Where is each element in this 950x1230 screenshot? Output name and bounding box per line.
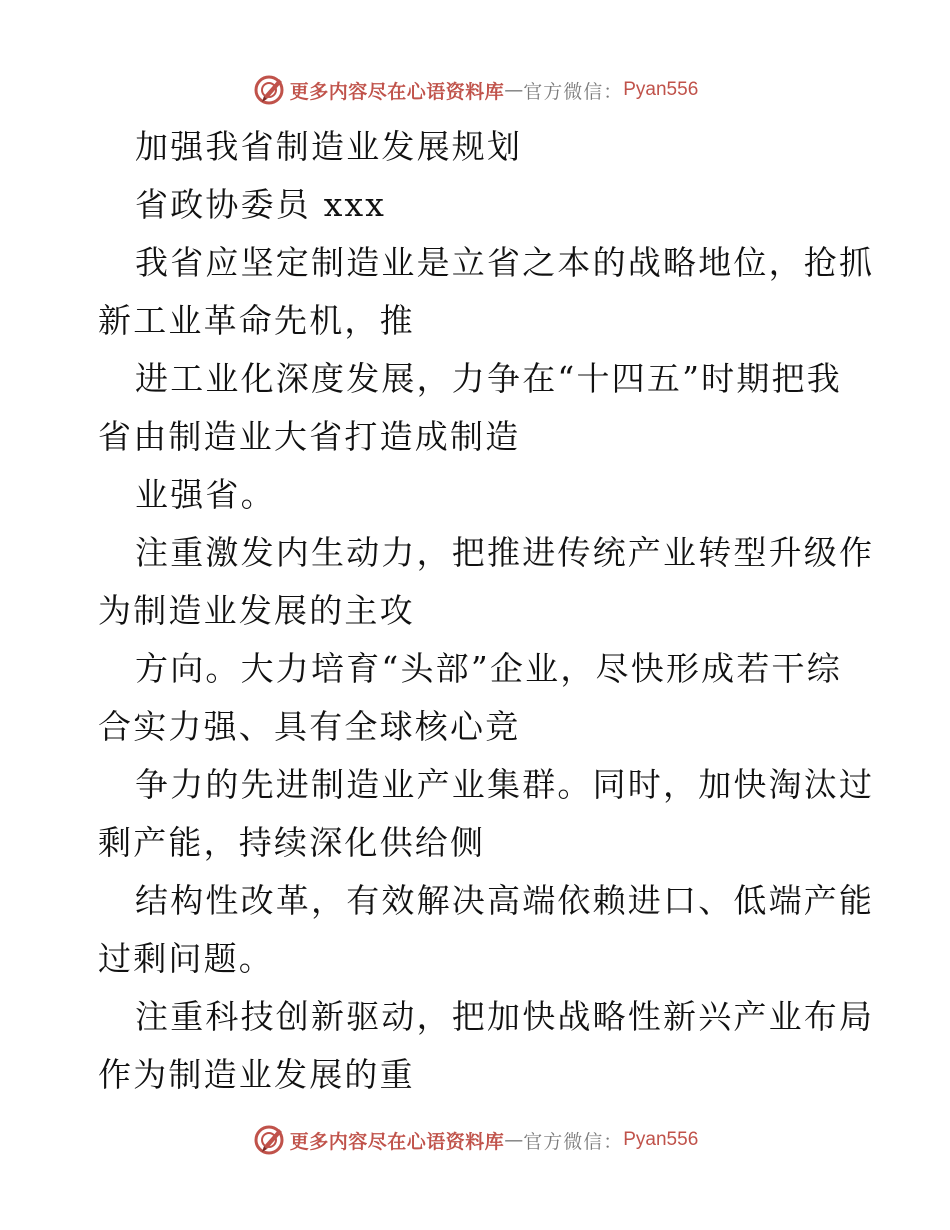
header-watermark	[0, 70, 950, 110]
paragraph-line: 剩产能，持续深化供给侧	[98, 823, 486, 862]
paragraph-line: 我省应坚定制造业是立省之本的战略地位，抢抓	[135, 243, 875, 282]
paragraph-line: 过剩问题。	[98, 939, 274, 978]
watermark-official-label: 官方微信：	[523, 80, 624, 103]
footer-watermark	[0, 1120, 950, 1160]
paragraph-line: 注重激发内生动力，把推进传统产业转型升级作	[135, 533, 875, 572]
document-body	[98, 118, 875, 1104]
pen-circle-logo-icon	[252, 1123, 286, 1157]
paragraph-line: 进工业化深度发展，力争在“十四五”时期把我	[135, 359, 842, 398]
pen-circle-logo-icon	[252, 73, 286, 107]
paragraph-line: 为制造业发展的主攻	[98, 591, 415, 630]
document-author: 省政协委员 xxx	[135, 185, 387, 224]
paragraph-line: 省由制造业大省打造成制造	[98, 417, 521, 456]
paragraph-line: 合实力强、具有全球核心竞	[98, 707, 521, 746]
paragraph-line: 作为制造业发展的重	[98, 1055, 415, 1094]
paragraph-line: 新工业革命先机，推	[98, 301, 415, 340]
paragraph-line: 争力的先进制造业产业集群。同时，加快淘汰过	[135, 765, 875, 804]
paragraph-line: 注重科技创新驱动，把加快战略性新兴产业布局	[135, 997, 875, 1036]
watermark-official-label: 官方微信：	[523, 1130, 624, 1153]
paragraph-line: 业强省。	[135, 475, 276, 514]
watermark-wechat-id: Pyan556	[623, 79, 699, 100]
watermark-separator: —	[504, 1129, 524, 1151]
watermark-separator: —	[504, 79, 524, 101]
watermark-brand: 更多内容尽在心语资料库	[289, 80, 505, 103]
watermark-brand: 更多内容尽在心语资料库	[289, 1130, 505, 1153]
paragraph-line: 方向。大力培育“头部”企业，尽快形成若干综	[135, 649, 842, 688]
watermark-wechat-id: Pyan556	[623, 1129, 699, 1150]
document-title: 加强我省制造业发展规划	[135, 127, 523, 166]
paragraph-line: 结构性改革，有效解决高端依赖进口、低端产能	[135, 881, 875, 920]
